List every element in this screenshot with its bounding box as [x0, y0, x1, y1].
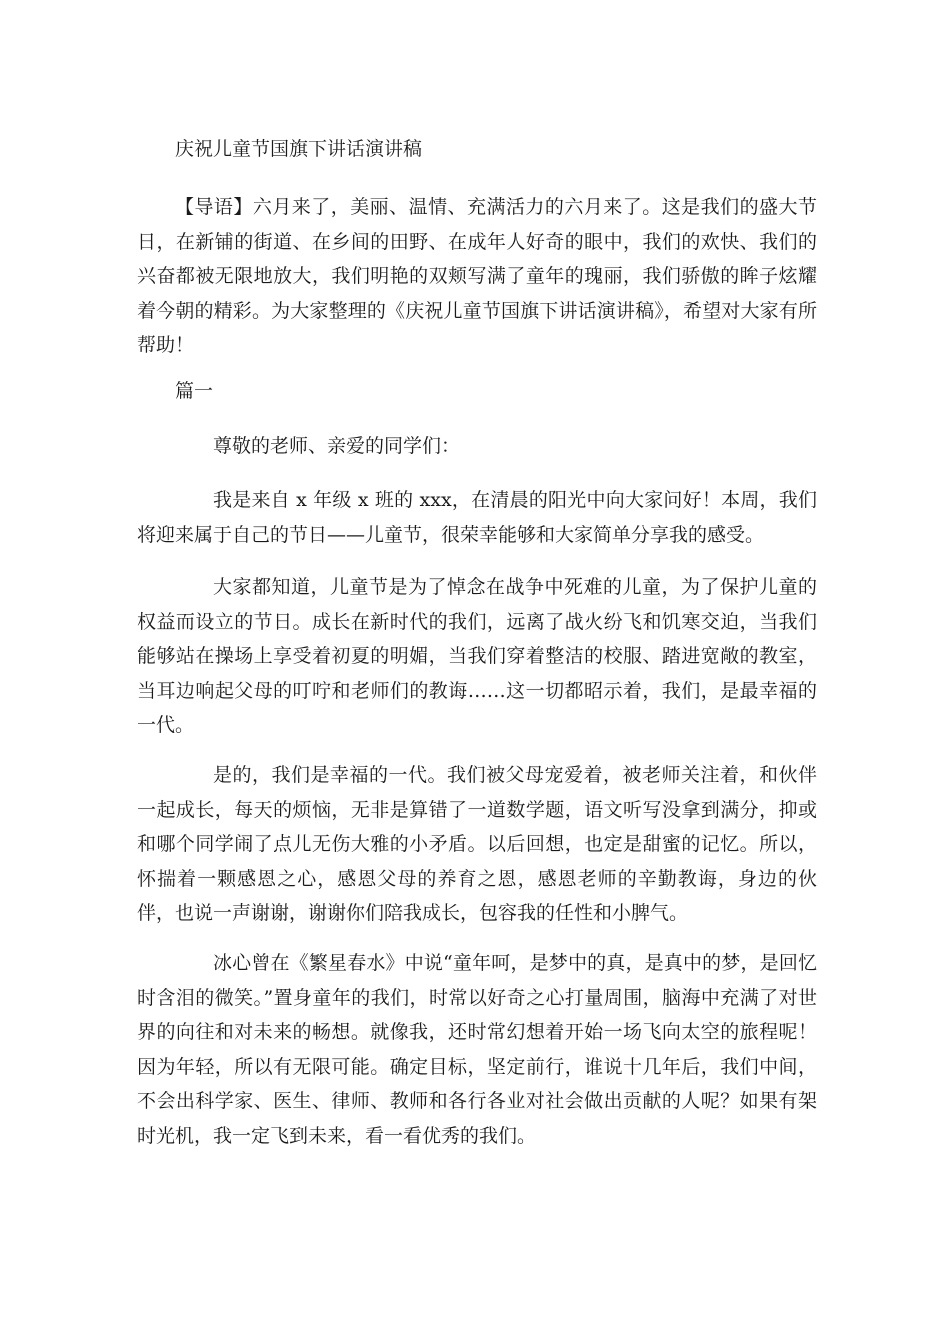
intro-paragraph: 【导语】六月来了，美丽、温情、充满活力的六月来了。这是我们的盛大节日，在新铺的街道、在乡间的田野、在成年人好奇的眼中，我们的欢快、我们的兴奋都被无限地放大，我们明艳的双颊写满了童年的瑰丽，我们骄傲的眸子炫耀着今朝的精彩。为大家整理的《庆祝儿童节国旗下讲话演讲稿》，希望对大家有所帮助！: [137, 196, 817, 356]
section-heading: 篇一: [175, 380, 214, 402]
body-paragraph-2: 大家都知道，儿童节是为了悼念在战争中死难的儿童，为了保护儿童的权益而设立的节日。成长在新时代的我们，远离了战火纷飞和饥寒交迫，当我们能够站在操场上享受着初夏的明媚，当我们穿着整洁的校服、踏进宽敞的教室，当耳边响起父母的叮咛和老师们的教诲……这一切都昭示着，我们，是最幸福的一代。: [137, 576, 817, 736]
greeting-line: 尊敬的老师、亲爱的同学们：: [213, 435, 461, 457]
body-paragraph-3: 是的，我们是幸福的一代。我们被父母宠爱着，被老师关注着，和伙伴一起成长，每天的烦恼，无非是算错了一道数学题，语文听写没拿到满分，抑或和哪个同学闹了点儿无伤大雅的小矛盾。以后回想，也定是甜蜜的记忆。所以，怀揣着一颗感恩之心，感恩父母的养育之恩，感恩老师的辛勤教诲，身边的伙伴，也说一声谢谢，谢谢你们陪我成长，包容我的任性和小脾气。: [137, 764, 817, 924]
body-paragraph-4: 冰心曾在《繁星春水》中说“童年呵，是梦中的真，是真中的梦，是回忆时含泪的微笑。”置身童年的我们，时常以好奇之心打量周围，脑海中充满了对世界的向往和对未来的畅想。就像我，还时常幻想着开始一场飞向太空的旅程呢！因为年轻，所以有无限可能。确定目标，坚定前行，谁说十几年后，我们中间，不会出科学家、医生、律师、教师和各行各业对社会做出贡献的人呢？如果有架时光机，我一定飞到未来，看一看优秀的我们。: [137, 952, 817, 1147]
body-paragraph-1: 我是来自 x 年级 x 班的 xxx，在清晨的阳光中向大家问好！本周，我们将迎来属于自己的节日——儿童节，很荣幸能够和大家简单分享我的感受。: [137, 489, 817, 546]
page-title: 庆祝儿童节国旗下讲话演讲稿: [175, 138, 423, 160]
